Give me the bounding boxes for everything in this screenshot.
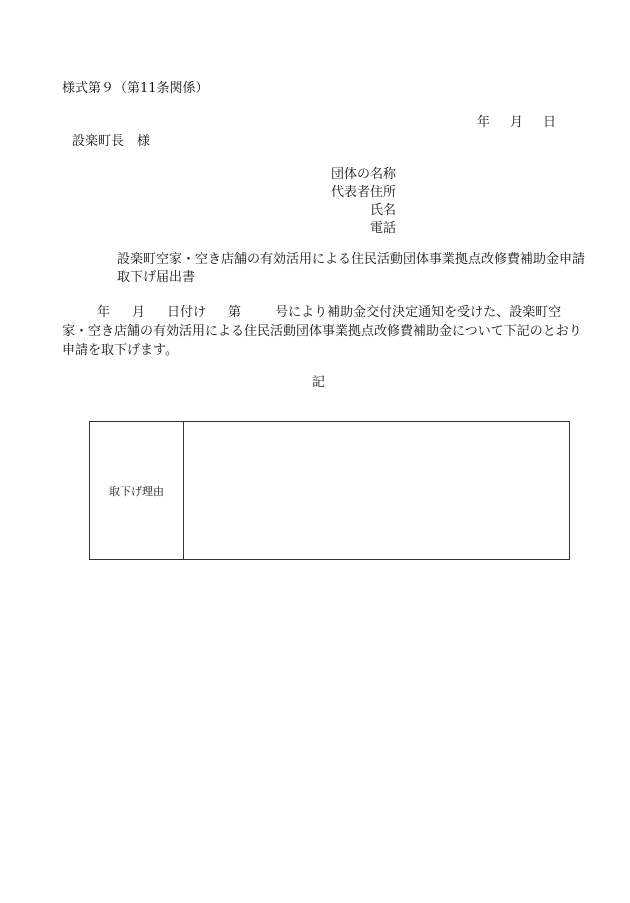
body-day-ref: 日付け: [167, 305, 207, 320]
date-year-label: 年: [477, 115, 491, 130]
reason-value-cell[interactable]: [184, 422, 570, 560]
recipient: 設楽町長 様: [72, 134, 151, 149]
rep-address-label: 代表者住所: [330, 185, 396, 200]
ki-heading: 記: [312, 375, 326, 390]
body-rest: 号により補助金交付決定通知を受けた、設楽町空家・空き店舗の有効活用による住民活動団体事業拠点改修費補助金について下記のとおり申請を取下げます。: [62, 305, 582, 358]
document-title: 設楽町空家・空き店舗の有効活用による住民活動団体事業拠点改修費補助金申請取下げ届出書: [117, 252, 586, 285]
reason-label-cell: 取下げ理由: [90, 422, 184, 560]
date-month-label: 月: [510, 115, 524, 130]
body-month: 月: [132, 305, 146, 320]
date-day-label: 日: [543, 115, 557, 130]
body-paragraph: [62, 303, 582, 360]
name-label: 氏名: [369, 203, 396, 218]
applicant-block: [300, 166, 396, 238]
form-number: 様式第９（第11条関係）: [62, 81, 209, 96]
org-name-label: 団体の名称: [330, 167, 396, 182]
reason-table: [89, 421, 570, 560]
body-no-prefix: 第: [228, 305, 242, 320]
table-row: [90, 422, 570, 560]
date-line: [477, 114, 556, 131]
body-year: 年: [97, 305, 111, 320]
phone-label: 電話: [369, 221, 396, 236]
